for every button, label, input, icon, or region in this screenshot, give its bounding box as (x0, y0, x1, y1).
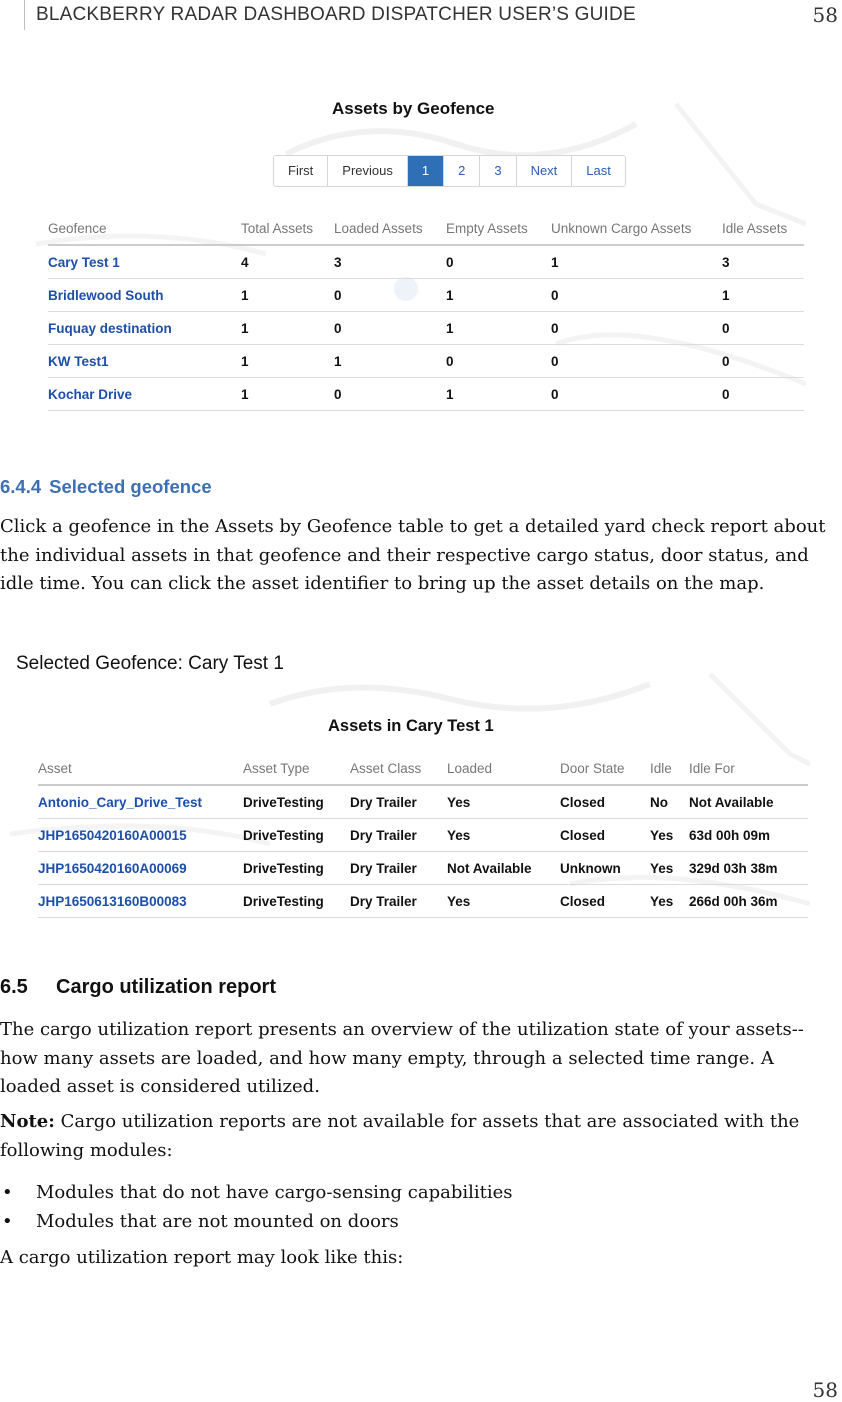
table-cell: DriveTesting (243, 885, 350, 918)
column-header[interactable]: Empty Assets (446, 212, 551, 245)
section-title: Cargo utilization report (56, 976, 276, 998)
table-cell: 63d 00h 09m (689, 819, 808, 852)
table-cell: 0 (551, 378, 722, 411)
table-cell: 1 (446, 378, 551, 411)
table-cell: 1 (722, 279, 804, 312)
table-cell: 4 (241, 245, 334, 279)
pager-previous[interactable]: Previous (327, 156, 407, 186)
closing-paragraph: A cargo utilization report may look like this: (0, 1247, 404, 1268)
table-cell: 0 (722, 345, 804, 378)
asset-link[interactable]: JHP1650420160A00069 (38, 852, 243, 885)
assets-by-geofence-title: Assets by Geofence (332, 99, 495, 118)
table-cell: 1 (241, 279, 334, 312)
table-cell: Closed (560, 785, 650, 819)
table-cell: 0 (551, 279, 722, 312)
column-header[interactable]: Total Assets (241, 212, 334, 245)
asset-link[interactable]: Antonio_Cary_Drive_Test (38, 785, 243, 819)
pager-page-2[interactable]: 2 (443, 156, 479, 186)
assets-in-geofence-table (38, 752, 808, 918)
geofence-link[interactable]: Kochar Drive (48, 378, 241, 411)
table-row[interactable] (38, 819, 808, 852)
note-text: Cargo utilization reports are not available for assets that are associated with the following modules: (0, 1111, 800, 1161)
column-header[interactable]: Asset Class (350, 752, 447, 785)
selected-geofence-heading: Selected Geofence: Cary Test 1 (16, 653, 284, 674)
table-cell: DriveTesting (243, 785, 350, 819)
asset-link[interactable]: JHP1650420160A00015 (38, 819, 243, 852)
geofence-link[interactable]: Fuquay destination (48, 312, 241, 345)
table-cell: 3 (334, 245, 446, 279)
column-header[interactable]: Asset Type (243, 752, 350, 785)
header-page-number: 58 (812, 3, 838, 27)
bullet-icon: • (2, 1182, 13, 1203)
table-cell: 0 (446, 345, 551, 378)
asset-link[interactable]: JHP1650613160B00083 (38, 885, 243, 918)
column-header[interactable]: Loaded (447, 752, 560, 785)
column-header[interactable]: Door State (560, 752, 650, 785)
assets-by-geofence-table (48, 212, 804, 411)
section-heading-6-5 (0, 976, 276, 999)
table-cell: Unknown (560, 852, 650, 885)
table-cell: 1 (446, 312, 551, 345)
pagination (273, 155, 626, 187)
table-cell: 0 (334, 279, 446, 312)
table-cell: Dry Trailer (350, 885, 447, 918)
table-cell: Yes (650, 819, 689, 852)
header-title: BLACKBERRY RADAR DASHBOARD DISPATCHER USER’S GUIDE (36, 4, 636, 25)
table-row[interactable] (48, 345, 804, 378)
pager-first[interactable]: First (274, 156, 327, 186)
table-cell: 1 (551, 245, 722, 279)
table-cell: Yes (447, 785, 560, 819)
table-cell: DriveTesting (243, 819, 350, 852)
table-cell: 0 (446, 245, 551, 279)
table-header-row (48, 212, 804, 245)
table-cell: 0 (334, 378, 446, 411)
geofence-link[interactable]: KW Test1 (48, 345, 241, 378)
table-cell: 1 (241, 378, 334, 411)
table-cell: Closed (560, 819, 650, 852)
section-title: Selected geofence (49, 476, 212, 497)
cargo-utilization-intro: The cargo utilization report presents an overview of the utilization state of your assets--how many assets are loaded, and how many empty, through a selected time range. A loaded asset is considered utilized. (0, 1019, 804, 1098)
column-header[interactable]: Unknown Cargo Assets (551, 212, 722, 245)
geofence-link[interactable]: Cary Test 1 (48, 245, 241, 279)
section-heading-6-4-4 (0, 476, 212, 498)
list-item (0, 1207, 834, 1236)
header-rule (24, 0, 25, 30)
pager-last[interactable]: Last (571, 156, 625, 186)
assets-by-geofence-screenshot (36, 84, 806, 418)
table-row[interactable] (48, 245, 804, 279)
table-cell: 0 (551, 312, 722, 345)
table-cell: Dry Trailer (350, 819, 447, 852)
pager-next[interactable]: Next (516, 156, 572, 186)
table-cell: Dry Trailer (350, 852, 447, 885)
table-header-row (38, 752, 808, 785)
table-row[interactable] (38, 885, 808, 918)
table-row[interactable] (48, 378, 804, 411)
table-cell: Closed (560, 885, 650, 918)
table-cell: 0 (551, 345, 722, 378)
table-cell: 266d 00h 36m (689, 885, 808, 918)
selected-geofence-screenshot (10, 644, 810, 920)
table-cell: 0 (722, 312, 804, 345)
table-row[interactable] (48, 279, 804, 312)
footer-page-number: 58 (812, 1378, 838, 1402)
table-cell: 3 (722, 245, 804, 279)
table-cell: 1 (241, 345, 334, 378)
module-bullet-list (0, 1178, 834, 1236)
table-cell: 0 (334, 312, 446, 345)
column-header[interactable]: Idle Assets (722, 212, 804, 245)
list-item-text: Modules that do not have cargo-sensing capabilities (36, 1182, 513, 1203)
column-header[interactable]: Geofence (48, 212, 241, 245)
table-cell: 1 (334, 345, 446, 378)
table-cell: Dry Trailer (350, 785, 447, 819)
table-cell: Not Available (447, 852, 560, 885)
table-cell: 1 (446, 279, 551, 312)
column-header[interactable]: Idle For (689, 752, 808, 785)
note-paragraph (0, 1108, 834, 1165)
table-cell: No (650, 785, 689, 819)
section-number: 6.5 (0, 976, 28, 998)
column-header[interactable]: Asset (38, 752, 243, 785)
table-cell: 0 (722, 378, 804, 411)
table-row[interactable] (38, 785, 808, 819)
selected-geofence-paragraph: Click a geofence in the Assets by Geofence table to get a detailed yard check report about the individual assets in that geofence and their respective cargo status, door status, and idle time. You can click the asset identifier to bring up the asset details on the map. (0, 516, 826, 595)
bullet-icon: • (2, 1211, 13, 1232)
table-cell: Yes (447, 819, 560, 852)
column-header[interactable]: Idle (650, 752, 689, 785)
table-cell: Yes (650, 852, 689, 885)
table-cell: Not Available (689, 785, 808, 819)
table-cell: Yes (650, 885, 689, 918)
pager-page-1[interactable]: 1 (407, 156, 443, 186)
assets-in-geofence-title: Assets in Cary Test 1 (328, 717, 494, 735)
section-number: 6.4.4 (0, 476, 42, 497)
pager-page-3[interactable]: 3 (479, 156, 515, 186)
note-label: Note: (0, 1111, 55, 1132)
table-cell: 329d 03h 38m (689, 852, 808, 885)
table-row[interactable] (48, 312, 804, 345)
table-row[interactable] (38, 852, 808, 885)
table-cell: Yes (447, 885, 560, 918)
geofence-link[interactable]: Bridlewood South (48, 279, 241, 312)
table-cell: 1 (241, 312, 334, 345)
list-item (0, 1178, 834, 1207)
running-header (0, 0, 842, 32)
column-header[interactable]: Loaded Assets (334, 212, 446, 245)
list-item-text: Modules that are not mounted on doors (36, 1211, 399, 1232)
table-cell: DriveTesting (243, 852, 350, 885)
